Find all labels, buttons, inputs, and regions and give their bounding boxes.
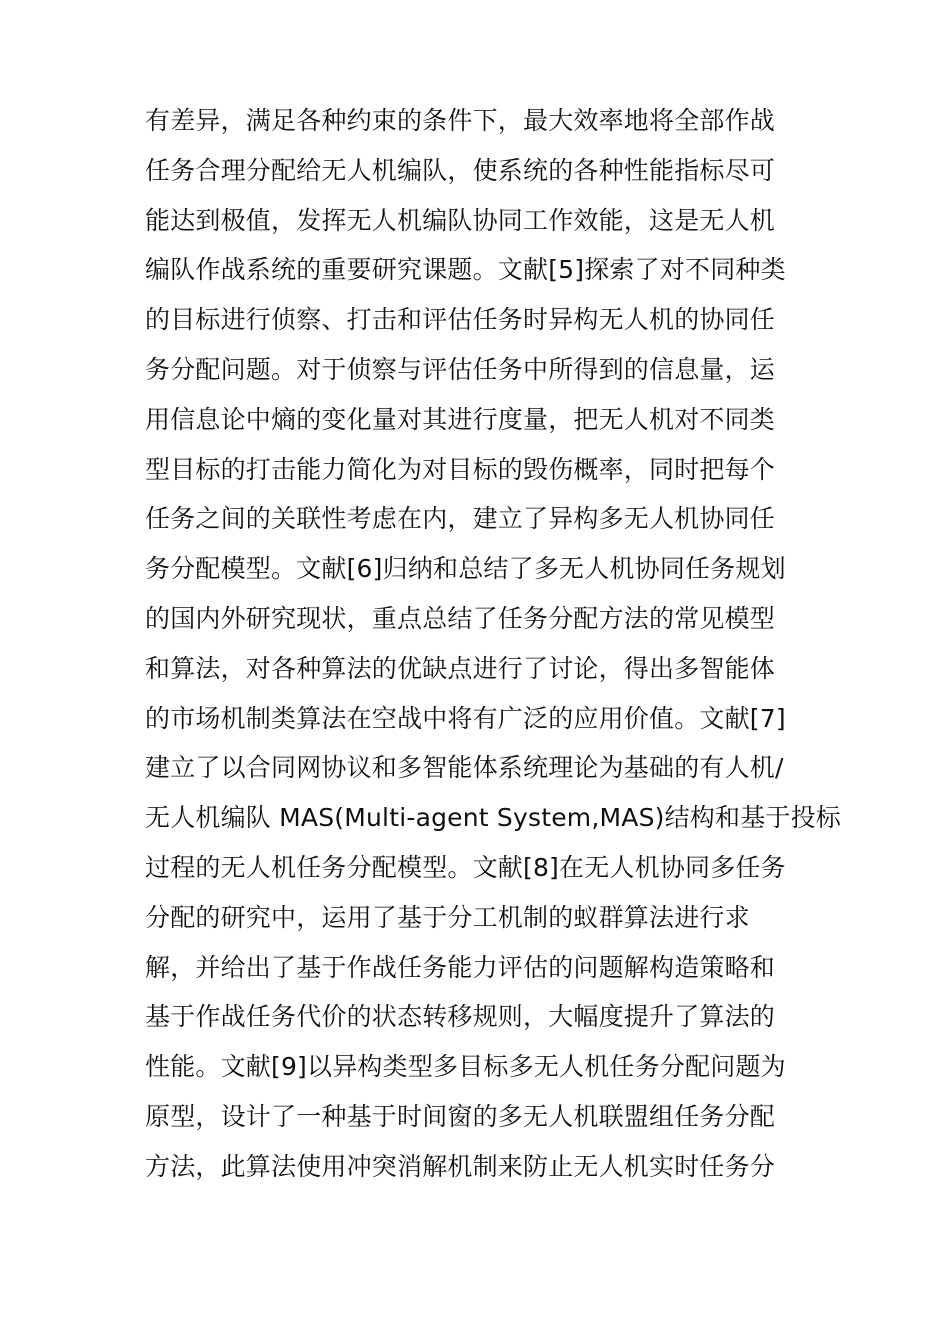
text-line: 方法，此算法使用冲突消解机制来防止无人机实时任务分 — [145, 1151, 776, 1181]
text-line: 原型，设计了一种基于时间窗的多无人机联盟组任务分配 — [145, 1101, 776, 1131]
text-line: 基于作战任务代价的状态转移规则，大幅度提升了算法的 — [145, 1002, 776, 1032]
text-line: 的市场机制类算法在空战中将有广泛的应用价值。文献[7] — [145, 703, 786, 733]
text-line: 解，并给出了基于作战任务能力评估的问题解构造策略和 — [145, 952, 776, 982]
text-line: 的目标进行侦察、打击和评估任务时异构无人机的协同任 — [145, 305, 776, 335]
text-line: 分配的研究中，运用了基于分工机制的蚁群算法进行求 — [145, 902, 750, 932]
text-line: 的国内外研究现状，重点总结了任务分配方法的常见模型 — [145, 603, 776, 633]
text-line: 编队作战系统的重要研究课题。文献[5]探索了对不同种类 — [145, 255, 786, 285]
text-line: 能达到极值，发挥无人机编队协同工作效能，这是无人机 — [145, 205, 776, 235]
text-line: 过程的无人机任务分配模型。文献[8]在无人机协同多任务 — [145, 852, 786, 882]
text-line: 任务合理分配给无人机编队，使系统的各种性能指标尽可 — [145, 155, 776, 185]
text-line: 建立了以合同网协议和多智能体系统理论为基础的有人机/ — [145, 753, 784, 783]
text-line: 无人机编队 MAS(Multi-agent System,MAS)结构和基于投标 — [145, 803, 842, 833]
text-line: 有差异，满足各种约束的条件下，最大效率地将全部作战 — [145, 106, 776, 135]
text-line: 和算法，对各种算法的优缺点进行了讨论，得出多智能体 — [145, 653, 776, 683]
text-line: 性能。文献[9]以异构类型多目标多无人机任务分配问题为 — [145, 1052, 786, 1082]
text-line: 务分配模型。文献[6]归纳和总结了多无人机协同任务规划 — [145, 554, 786, 584]
text-line: 任务之间的关联性考虑在内，建立了异构多无人机协同任 — [145, 504, 776, 534]
text-line: 型目标的打击能力简化为对目标的毁伤概率，同时把每个 — [145, 454, 776, 484]
body-paragraph — [145, 96, 842, 1192]
text-line: 用信息论中熵的变化量对其进行度量，把无人机对不同类 — [145, 404, 776, 434]
text-line: 务分配问题。对于侦察与评估任务中所得到的信息量，运 — [145, 354, 776, 384]
